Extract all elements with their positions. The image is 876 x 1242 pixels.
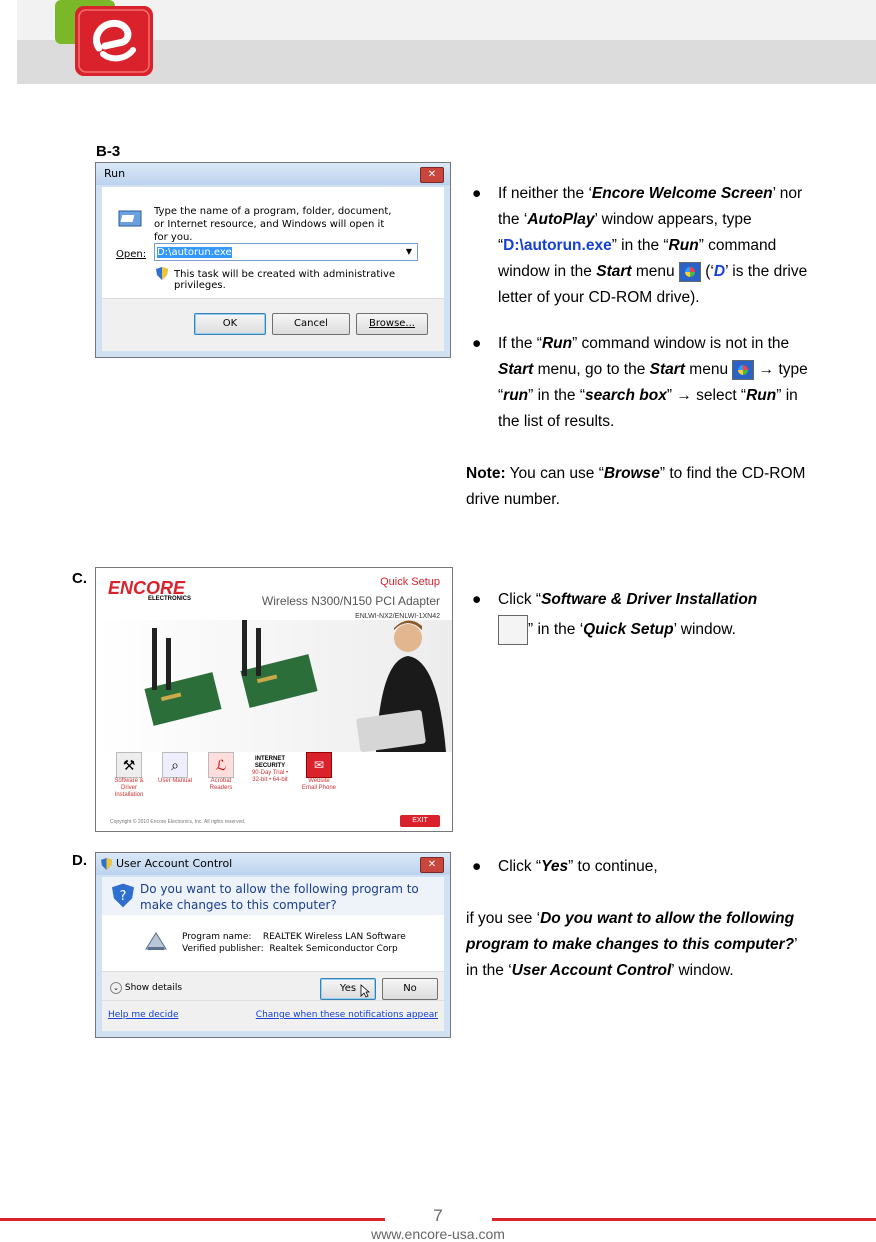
- footer-url[interactable]: www.encore-usa.com: [371, 1226, 505, 1242]
- uac-question-shield-icon: [112, 883, 134, 908]
- section-label-c: C.: [72, 570, 87, 587]
- text-segment: menu: [684, 361, 733, 378]
- text-segment: ’ window.: [673, 621, 736, 639]
- keyword: Start: [498, 361, 534, 378]
- support-icon: ✉: [306, 752, 332, 778]
- exit-button[interactable]: EXIT: [400, 815, 440, 827]
- b3-bullet-1: [466, 181, 811, 311]
- d-instructions: [466, 854, 811, 984]
- b3-note: [466, 461, 811, 513]
- program-info: [182, 931, 406, 955]
- windows-start-icon: [732, 360, 754, 380]
- b3-bullet-2: [466, 331, 811, 435]
- keyword: Run: [746, 387, 777, 404]
- d-bullet: [466, 854, 811, 880]
- software-driver-item[interactable]: [110, 752, 148, 816]
- keyword: run: [503, 387, 529, 404]
- text-segment: ’ nor the ‘: [498, 185, 803, 228]
- bullet-dot: ●: [472, 185, 482, 202]
- show-details-label: Show details: [124, 983, 183, 993]
- text-segment: ” → select “: [666, 387, 747, 404]
- user-manual-item[interactable]: [156, 752, 194, 816]
- page-number: 7: [433, 1206, 443, 1225]
- ok-button[interactable]: OK: [194, 313, 266, 335]
- text-segment: Click “: [498, 858, 542, 875]
- yes-button[interactable]: Yes: [320, 978, 376, 1000]
- run-open-label: Open:: [116, 249, 147, 260]
- encore-logo-icon: [55, 0, 170, 80]
- drive-letter: D: [713, 263, 726, 280]
- uac-title: User Account Control: [96, 853, 450, 875]
- keyword: Run: [541, 335, 573, 352]
- text-segment: ” in the ‘: [528, 621, 584, 639]
- text-segment: ’ window appears, type “: [498, 211, 752, 254]
- text-segment: (‘: [700, 263, 714, 280]
- text-segment: ” in the “: [611, 237, 669, 254]
- keyword: Quick Setup: [583, 621, 674, 639]
- keyword: AutoPlay: [527, 211, 595, 228]
- acrobat-icon: ℒ: [208, 752, 234, 778]
- keyword: Do you want to allow the following program to make changes to this computer?: [466, 910, 795, 953]
- internet-security-item[interactable]: [248, 752, 292, 816]
- dropdown-arrow-icon[interactable]: ▼: [405, 247, 413, 256]
- keyword: User Account Control: [511, 962, 672, 979]
- text-segment: ” in the list of results.: [498, 387, 798, 430]
- bullet-dot: ●: [472, 858, 482, 875]
- svg-text:?: ?: [119, 889, 127, 905]
- c-instructions: [466, 585, 811, 645]
- website-item[interactable]: [300, 752, 338, 816]
- text-segment: ” to continue,: [568, 858, 658, 875]
- windows-start-icon: [679, 262, 701, 282]
- icon-label: User Manual: [157, 778, 192, 784]
- brand-sub: ELECTRONICS: [148, 596, 192, 602]
- keyword: Start: [649, 361, 685, 378]
- magnifier-icon: ⌕: [162, 752, 188, 778]
- icon-label: Software & Driver Installation: [114, 778, 144, 798]
- text-segment: → type “: [498, 361, 808, 404]
- run-admin-note: This task will be created with administrative privileges.: [174, 269, 396, 291]
- encore-brand: [108, 578, 191, 602]
- quick-setup-screenshot: [95, 567, 453, 832]
- run-dialog-screenshot: [95, 162, 451, 358]
- help-me-decide-link[interactable]: Help me decide: [108, 1010, 179, 1020]
- product-name: Wireless N300/N150 PCI Adapter: [261, 594, 440, 608]
- cancel-button[interactable]: Cancel: [272, 313, 350, 335]
- program-icon: [144, 929, 168, 953]
- quick-setup-icons: [96, 752, 452, 816]
- bullet-dot: ●: [472, 335, 482, 352]
- program-name: REALTEK Wireless LAN Software: [262, 932, 406, 942]
- run-open-value: D:\autorun.exe: [157, 247, 232, 258]
- run-description: Type the name of a program, folder, document, or Internet resource, and Windows will open it for you.: [154, 206, 392, 243]
- b3-instructions: [466, 181, 811, 513]
- browse-button[interactable]: Browse...: [356, 313, 428, 335]
- mouse-cursor-icon: [360, 984, 370, 998]
- keyword: Run: [668, 237, 699, 254]
- tools-icon: ⚒: [116, 752, 142, 778]
- run-open-input[interactable]: [154, 243, 418, 261]
- text-segment: ’ window.: [671, 962, 734, 979]
- uac-shield-icon: [156, 267, 168, 280]
- keyword: Encore Welcome Screen: [591, 185, 773, 202]
- text-segment: ” command window is not in the: [572, 335, 790, 352]
- publisher-name: Realtek Semiconductor Corp: [269, 944, 398, 954]
- text-segment: ” command window in the: [498, 237, 777, 280]
- text-segment: Click “: [498, 591, 542, 608]
- section-label-b3: B-3: [96, 143, 121, 160]
- keyword: Browse: [603, 465, 660, 482]
- show-details-toggle[interactable]: [110, 982, 182, 994]
- icon-sublabel: 90-Day Trial • 32-bit • 64-bit: [251, 770, 289, 783]
- text-segment: You can use “: [505, 465, 604, 482]
- uac-close-button[interactable]: ✕: [420, 857, 444, 873]
- keyword: Yes: [541, 858, 569, 875]
- uac-dialog-screenshot: [95, 852, 451, 1038]
- text-segment: If neither the ‘: [498, 185, 592, 202]
- c-bullet: [466, 585, 811, 645]
- expand-icon: ⌄: [110, 982, 122, 994]
- program-name-label: Program name:: [182, 932, 252, 942]
- run-title: Run: [96, 163, 450, 185]
- text-segment: menu: [631, 263, 679, 280]
- d-paragraph: [466, 906, 811, 984]
- icon-label: Acrobat Readers: [209, 778, 233, 791]
- run-close-button[interactable]: ✕: [420, 167, 444, 183]
- note-label: Note:: [466, 465, 506, 482]
- uac-title-shield-icon: [101, 858, 112, 870]
- text-segment: if you see ‘: [466, 910, 541, 927]
- keyword: Start: [596, 263, 632, 280]
- icon-label: Website Email Phone: [301, 778, 337, 791]
- icon-label: INTERNET SECURITY: [254, 756, 286, 769]
- text-segment: ” to find the CD-ROM drive number.: [466, 465, 806, 508]
- autorun-path: D:\autorun.exe: [503, 237, 612, 254]
- change-notifications-link[interactable]: Change when these notifications appear: [255, 1010, 438, 1020]
- brand-name: ENCORE: [108, 578, 186, 598]
- model-number: ENLWI-NX2/ENLWI-1XN42: [355, 613, 440, 620]
- uac-links: [102, 1000, 444, 1031]
- text-segment: ’ in the ‘: [466, 936, 798, 979]
- acrobat-item[interactable]: [202, 752, 240, 816]
- quick-setup-title: Quick Setup: [380, 576, 440, 588]
- no-button[interactable]: No: [382, 978, 438, 1000]
- page-header: [17, 0, 876, 84]
- publisher-label: Verified publisher:: [182, 944, 264, 954]
- text-segment: ” in the “: [528, 387, 585, 404]
- text-segment: If the “: [498, 335, 542, 352]
- uac-question: Do you want to allow the following program to make changes to this computer?: [140, 882, 419, 912]
- text-segment: menu, go to the: [533, 361, 650, 378]
- copyright-text: Copyright © 2010 Encore Electronics, Inc. All rights reserved.: [110, 819, 246, 825]
- keyword: Software & Driver Installation: [541, 591, 758, 608]
- keyword: search box: [585, 387, 667, 404]
- run-program-icon: [118, 209, 142, 229]
- section-label-d: D.: [72, 852, 87, 869]
- text-segment: ’ is the drive letter of your CD-ROM drive).: [498, 263, 808, 306]
- software-install-icon: [498, 615, 528, 645]
- product-photo: [96, 620, 453, 752]
- uac-question-area: [102, 877, 444, 915]
- bullet-dot: ●: [472, 591, 482, 608]
